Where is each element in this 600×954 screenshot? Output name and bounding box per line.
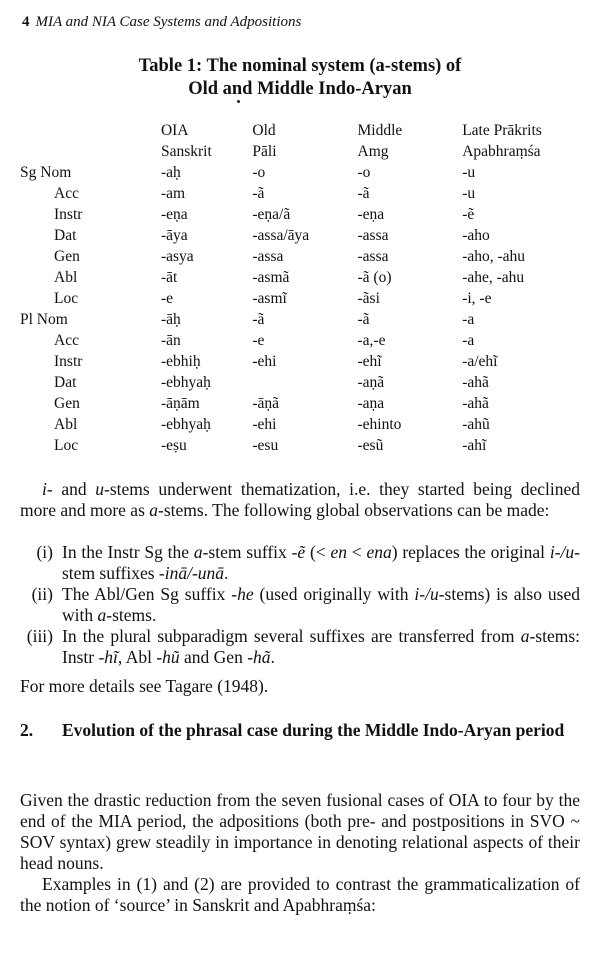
list-item-text (62, 542, 580, 584)
case-label: Instr (54, 206, 83, 223)
table-row (20, 246, 600, 267)
table-row (20, 309, 600, 330)
table-title-line2: Old and Middle Indo-Aryan (188, 79, 412, 99)
running-title: MIA and NIA Case Systems and Adpositions (35, 14, 302, 30)
table-row (20, 162, 600, 183)
list-item-text (62, 626, 580, 668)
paragraph-examples (20, 874, 580, 916)
table-cell: -aṇa (357, 395, 385, 412)
italic-term: a (97, 605, 107, 625)
table-row (20, 435, 600, 456)
table-cell: -u (462, 185, 476, 202)
text: -stems) is also used with (62, 584, 580, 625)
italic-i: i- (42, 479, 53, 499)
text: -stem suffix (202, 542, 292, 562)
table-row (20, 393, 600, 414)
italic-term: -hĩ (98, 647, 118, 667)
table-row (20, 288, 600, 309)
table-cell: -esũ (357, 437, 384, 454)
italic-term: -ẽ (291, 542, 306, 562)
table-header-row (20, 141, 600, 162)
list-item-text (62, 584, 580, 626)
text: The Abl/Gen Sg suffix (62, 584, 232, 604)
table-cell: -ã (252, 311, 265, 328)
nominal-system-table (20, 120, 600, 456)
table-cell: -a/ehĩ (462, 353, 498, 370)
table-cell: -asmĩ (252, 290, 287, 307)
table-cell: -ahũ (462, 416, 490, 433)
table-cell: -am (160, 185, 186, 202)
table-cell: -eṣu (160, 437, 187, 454)
paragraph-adpositions: Given the drastic reduction from the seven fusional cases of OIA to four by the end of the MIA period, the adpositions (both pre- and postpositions in SVO ~ SOV syntax) grew steadily in importance in denoting relational aspects of their head nouns. (20, 790, 580, 873)
text: (used originally with (253, 584, 415, 604)
section-heading (20, 719, 580, 741)
table-cell: -o (252, 164, 266, 181)
table-cell: Late Prākrits (462, 122, 542, 139)
table-cell: -eṇa (160, 206, 188, 223)
italic-term: -hũ (156, 647, 180, 667)
italic-term: en (330, 542, 347, 562)
table-cell: -ebhyaḥ (160, 374, 211, 391)
text: -stems: Instr (62, 626, 580, 667)
table-cell: -ahã (462, 395, 489, 412)
case-label: Abl (54, 269, 78, 286)
text: and (52, 479, 96, 499)
table-cell: -i, -e (462, 290, 492, 307)
italic-term: a (193, 542, 203, 562)
list-item (20, 626, 580, 668)
speck-mark (237, 100, 240, 103)
table-cell: -aho (462, 227, 490, 244)
table-cell: -u (462, 164, 476, 181)
table-row (20, 267, 600, 288)
table-cell: -ehinto (357, 416, 402, 433)
case-label: Acc (54, 332, 79, 349)
table-cell: -āṇã (252, 395, 280, 412)
case-label: Dat (54, 227, 77, 244)
table-cell: -assa (357, 248, 389, 265)
table-cell: -ehi (252, 416, 277, 433)
text: and Gen (179, 647, 248, 667)
italic-a: a (149, 500, 159, 520)
text: -stems. (106, 605, 157, 625)
italic-term: i-/u (549, 542, 575, 562)
table-cell: -esu (252, 437, 279, 454)
table-cell: -ehi (252, 353, 277, 370)
table-cell: -e (252, 332, 265, 349)
section-number: 2. (20, 720, 34, 740)
table-cell (252, 372, 357, 393)
table-cell: Old (252, 122, 276, 139)
table-cell: -ã (o) (357, 269, 392, 286)
case-label: Sg Nom (20, 164, 72, 181)
table-cell: -asya (160, 248, 194, 265)
text: In the Instr Sg the (62, 542, 194, 562)
list-item-number: (iii) (26, 626, 53, 646)
paragraph-thematization (20, 479, 580, 521)
table-cell: -ebhiḥ (160, 353, 201, 370)
table-cell: -ahã (462, 374, 489, 391)
table-cell: Apabhraṃśa (462, 143, 541, 160)
table-cell: -ãsi (357, 290, 380, 307)
list-item (20, 542, 580, 584)
table-cell: -ã (357, 185, 370, 202)
running-head (22, 14, 301, 31)
table-cell: -āṇām (160, 395, 200, 412)
table-cell: -e (160, 290, 174, 307)
text: . (224, 563, 229, 583)
table-row (20, 183, 600, 204)
table-cell: -eṇa/ã (252, 206, 291, 223)
table-row (20, 204, 600, 225)
text: (< (305, 542, 331, 562)
italic-term: i-/u (414, 584, 439, 604)
table-cell: Middle (357, 122, 403, 139)
table-cell: -ahe, -ahu (462, 269, 525, 286)
table-row (20, 351, 600, 372)
text: . (270, 647, 275, 667)
case-label (20, 120, 161, 141)
case-label: Loc (54, 437, 79, 454)
case-label: Dat (54, 374, 77, 391)
table-row (20, 372, 600, 393)
table-cell: -o (357, 164, 371, 181)
italic-term: -hã (247, 647, 271, 667)
list-item-number: (i) (36, 542, 53, 562)
table-cell: -aḥ (160, 164, 181, 181)
paragraph-examples-text: Examples in (1) and (2) are provided to contrast the grammaticalization of the notion of ‘source’ in Sanskrit and Apabhraṃśa: (20, 874, 580, 915)
table-cell: -ehĩ (357, 353, 382, 370)
table-cell: Pāli (252, 143, 277, 160)
table-cell: -āḥ (160, 311, 181, 328)
text: -stems. The following global observations can be made: (158, 500, 550, 520)
text: In the plural subparadigm several suffixes are transferred from (62, 626, 521, 646)
table-cell: -ebhyaḥ (160, 416, 211, 433)
case-label: Gen (54, 395, 80, 412)
table-cell: Sanskrit (160, 143, 212, 160)
italic-u: u (95, 479, 105, 499)
table-cell: -assa/āya (252, 227, 310, 244)
case-label: Instr (54, 353, 83, 370)
list-item-number: (ii) (31, 584, 53, 604)
case-label (20, 141, 161, 162)
table-title (0, 55, 600, 101)
table-cell: -ã (357, 311, 370, 328)
text: , Abl (117, 647, 157, 667)
table-cell: OIA (160, 122, 189, 139)
table-cell: -asmã (252, 269, 290, 286)
case-label: Gen (54, 248, 80, 265)
table-header-row (20, 120, 600, 141)
page-number: 4 (22, 14, 30, 30)
table-cell: -ān (160, 332, 181, 349)
observations-list (20, 542, 580, 668)
italic-term: a (520, 626, 530, 646)
table-cell: -ahĩ (462, 437, 487, 454)
table-row (20, 414, 600, 435)
table-cell: -a (462, 332, 475, 349)
case-label: Abl (54, 416, 78, 433)
table-cell: -assa (357, 227, 389, 244)
table-cell: -a,-e (357, 332, 386, 349)
list-item (20, 584, 580, 626)
table-title-line1: Table 1: The nominal system (a-stems) of (138, 56, 462, 76)
table-cell: -eṇa (357, 206, 385, 223)
table-cell: -ã (252, 185, 265, 202)
table-row (20, 225, 600, 246)
case-label: Acc (54, 185, 79, 202)
table-cell: -ẽ (462, 206, 475, 223)
text: -stem suffixes (62, 542, 580, 583)
reference-note: For more details see Tagare (1948). (20, 676, 269, 696)
case-label: Loc (54, 290, 79, 307)
table-cell: -āt (160, 269, 178, 286)
table-cell: Amg (357, 143, 389, 160)
table-row (20, 330, 600, 351)
table-cell: -aṇã (357, 374, 385, 391)
case-label: Pl Nom (20, 311, 68, 328)
italic-term: ena (366, 542, 392, 562)
text: ) replaces the original (391, 542, 550, 562)
table-cell: -assa (252, 248, 284, 265)
table-cell: -aho, -ahu (462, 248, 526, 265)
text: -stems underwent thematization, i.e. they started being declined more and more as (20, 479, 580, 520)
table-cell: -āya (160, 227, 188, 244)
section-title: Evolution of the phrasal case during the Middle Indo-Aryan period (62, 720, 565, 740)
italic-term: -inā/-unā (158, 563, 225, 583)
italic-term: -he (231, 584, 254, 604)
table-cell: -a (462, 311, 475, 328)
text: < (346, 542, 367, 562)
